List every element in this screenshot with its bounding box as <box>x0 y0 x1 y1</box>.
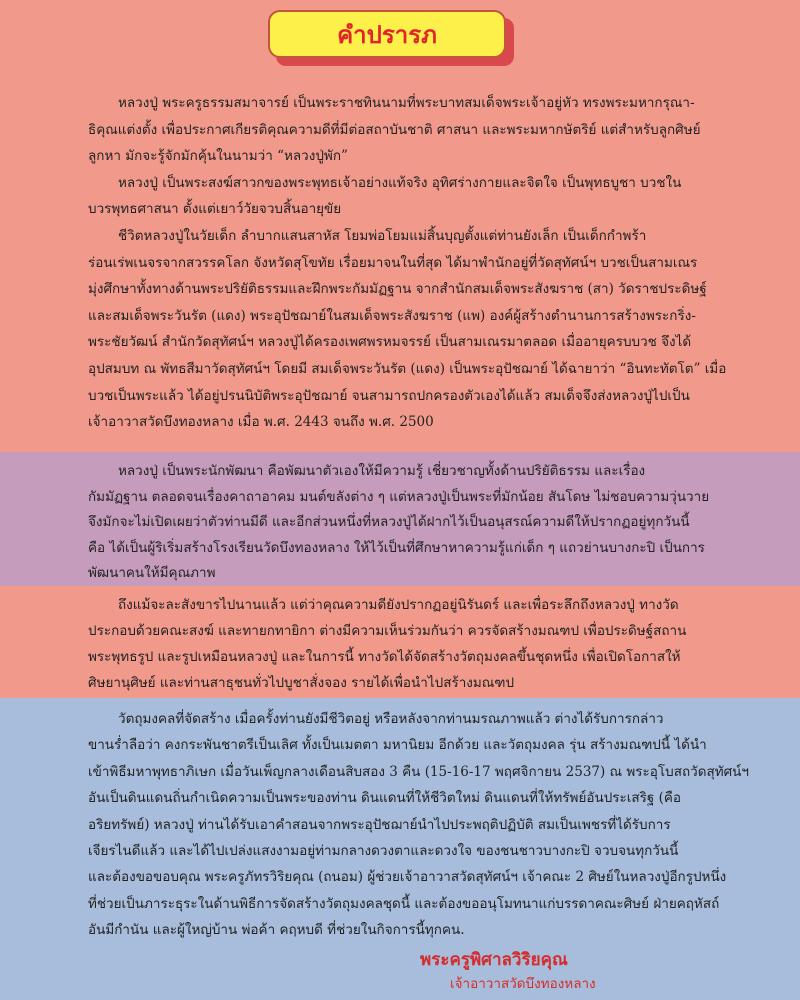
signature-name: พระครูพิศาลวิริยคุณ <box>420 950 568 970</box>
text-line: เจียรไนดีแล้ว และได้ไปเปล่งแสงงามอยู่ท่ามกลางดวงตาและดวงใจ ของชนชาวบางกะปิ จวบจนทุกวันนี้ <box>88 843 679 859</box>
text-line: ศิษยานุศิษย์ และท่านสาธุชนทั่วไปบูชาสั่งจอง รายได้เพื่อนำไปสร้างมณฑป <box>88 675 515 691</box>
text-line: พระพุทธรูป และรูปเหมือนหลวงปู่ และในการนี้ ทางวัดได้จัดสร้างวัตถุมงคลขึ้นชุดหนึ่ง เพื่อเปิดโอกาสให้ <box>88 649 681 665</box>
text-line: อุปสมบท ณ พัทธสีมาวัดสุทัศน์ฯ โดยมี สมเด็จพระวันรัต (แดง) เป็นพระอุปัชฌาย์ ได้ฉายาว่า “อินทะทัตโต” เมื่อ <box>88 361 727 377</box>
text-line: ประกอบด้วยคณะสงฆ์ และทายกทายิกา ต่างมีความเห็นร่วมกันว่า ควรจัดสร้างมณฑป เพื่อประดิษฐ์สถาน <box>88 623 687 639</box>
page-title: คำปรารภ <box>268 10 506 58</box>
text-line: หลวงปู่ พระครูธรรมสมาจารย์ เป็นพระราชทินนามที่พระบาทสมเด็จพระเจ้าอยู่หัว ทรงพระมหากรุณา- <box>118 95 695 111</box>
signature-title: เจ้าอาวาสวัดบึงทองหลาง <box>450 976 596 992</box>
text-line: มุ่งศึกษาทั้งทางด้านพระปริยัติธรรมและฝึกพระกัมมัฏฐาน จากสำนักสมเด็จพระสังฆราช (สา) วัดราชประดิษฐ์ <box>88 281 707 298</box>
text-line: ลูกหา มักจะรู้จักมักคุ้นในนามว่า “หลวงปู่พัก” <box>88 148 348 165</box>
text-line: ร่อนเร่พเนจรจากสวรรคโลก จังหวัดสุโขทัย เรื่อยมาจนในที่สุด ได้มาพำนักอยู่ที่วัดสุทัศน์ฯ บวชเป็นสามเณร <box>88 254 698 271</box>
text-line: พัฒนาคนให้มีคุณภาพ <box>88 565 216 581</box>
text-line: เข้าพิธีมหาพุทธาภิเษก เมื่อวันเพ็ญกลางเดือนสิบสอง 3 คืน (15-16-17 พฤศจิกายน 2537) ณ พระอุโบสถวัดสุทัศน์ฯ <box>88 763 749 780</box>
title-banner <box>268 10 514 66</box>
text-line: กัมมัฏฐาน ตลอดจนเรื่องคาถาอาคม มนต์ขลังต่าง ๆ แต่หลวงปู่เป็นพระที่มักน้อย สันโดษ ไม่ชอบความวุ่นวาย <box>88 488 710 505</box>
text-line: ถึงแม้จะละสังขารไปนานแล้ว แต่ว่าคุณความดียังปรากฏอยู่นิรันดร์ และเพื่อระลึกถึงหลวงปู่ ทางวัด <box>118 597 679 613</box>
text-line: อันเป็นดินแดนถิ่นกำเนิดความเป็นพระของท่าน ดินแดนที่ให้ชีวิตใหม่ ดินแดนที่ให้ทรัพย์อันประเสริฐ (คือ <box>88 790 682 807</box>
text-line: คือ ได้เป็นผู้ริเริ่มสร้างโรงเรียนวัดบึงทองหลาง ให้ไว้เป็นที่ศึกษาหาความรู้แก่เด็ก ๆ แถวย่านบางกะปิ เป็นการ <box>88 539 705 556</box>
text-line: ชีวิตหลวงปู่ในวัยเด็ก ลำบากแสนสาหัส โยมพ่อโยมแม่สิ้นบุญตั้งแต่ท่านยังเล็ก เป็นเด็กกำพร้า <box>118 228 647 244</box>
text-line: และสมเด็จพระวันรัต (แดง) พระอุปัชฌาย์ในสมเด็จพระสังฆราช (แพ) องค์ผู้สร้างตำนานการสร้างพระกริ่ง- <box>88 307 696 324</box>
text-line: บวรพุทธศาสนา ตั้งแต่เยาว์วัยจวบสิ้นอายุขัย <box>88 201 342 218</box>
text-line: บวชเป็นพระแล้ว ได้อยู่ปรนนิบัติพระอุปัชฌาย์ จนสามารถปกครองตัวเองได้แล้ว สมเด็จจึงส่งหลวงปู่ไปเป็น <box>88 387 690 404</box>
text-line: จึงมักจะไม่เปิดเผยว่าตัวท่านมีดี และอีกส่วนหนึ่งที่หลวงปู่ได้ฝากไว้เป็นอนุสรณ์ความดีให้ปรากฏอยู่ทุกวันนี้ <box>88 514 690 530</box>
text-line: ที่ช่วยเป็นภาระธุระในด้านพิธีการจัดสร้างวัตถุมงคลชุดนี้ และต้องขออนุโมทนาแก่บรรดาคณะศิษย์ ฝ่ายคฤหัสถ์ <box>88 895 720 912</box>
text-line: พระชัยวัฒน์ สำนักวัดสุทัศน์ฯ หลวงปู่ได้ครองเพศพรหมจรรย์ เป็นสามเณรมาตลอด เมื่ออายุครบบวช จึงได้ <box>88 334 692 351</box>
text-line: เจ้าอาวาสวัดบึงทองหลาง เมื่อ พ.ศ. 2443 จนถึง พ.ศ. 2500 <box>88 414 434 431</box>
text-line: วัตถุมงคลที่จัดสร้าง เมื่อครั้งท่านยังมีชีวิตอยู่ หรือหลังจากท่านมรณภาพแล้ว ต่างได้รับการกล่าว <box>118 711 664 727</box>
text-line: อันมีกำนัน และผู้ใหญ่บ้าน พ่อค้า คฤหบดี ที่ช่วยในกิจการนี้ทุกคน. <box>88 922 465 939</box>
text-line: ขานร่ำลือว่า คงกระพันชาตรีเป็นเลิศ ทั้งเป็นเมตตา มหานิยม อีกด้วย และวัตถุมงคล รุ่น สร้างมณฑปนี้ ได้นำ <box>88 737 707 754</box>
text-line: ธิคุณแต่งตั้ง เพื่อประกาศเกียรติคุณความดีที่มีต่อสถาบันชาติ ศาสนา และพระมหากษัตริย์ แต่สำหรับลูกศิษย์ <box>88 121 701 138</box>
text-line: หลวงปู่ เป็นพระสงฆ์สาวกของพระพุทธเจ้าอย่างแท้จริง อุทิศร่างกายและจิตใจ เป็นพุทธบูชา บวชใน <box>118 174 682 191</box>
text-line: หลวงปู่ เป็นพระนักพัฒนา คือพัฒนาตัวเองให้มีความรู้ เชี่ยวชาญทั้งด้านปริยัติธรรม และเรื่อง <box>118 463 646 479</box>
text-line: และต้องขอขอบคุณ พระครูภัทรวิริยคุณ (ถนอม) ผู้ช่วยเจ้าอาวาสวัดสุทัศน์ฯ เจ้าคณะ 2 ศิษย์ในหลวงปู่อีกรูปหนึ่ง <box>88 869 727 886</box>
text-line: อริยทรัพย์) หลวงปู่ ท่านได้รับเอาคำสอนจากพระอุปัชฌาย์นำไปประพฤติปฏิบัติ สมเป็นเพชรที่ได้รับการ <box>88 816 671 833</box>
